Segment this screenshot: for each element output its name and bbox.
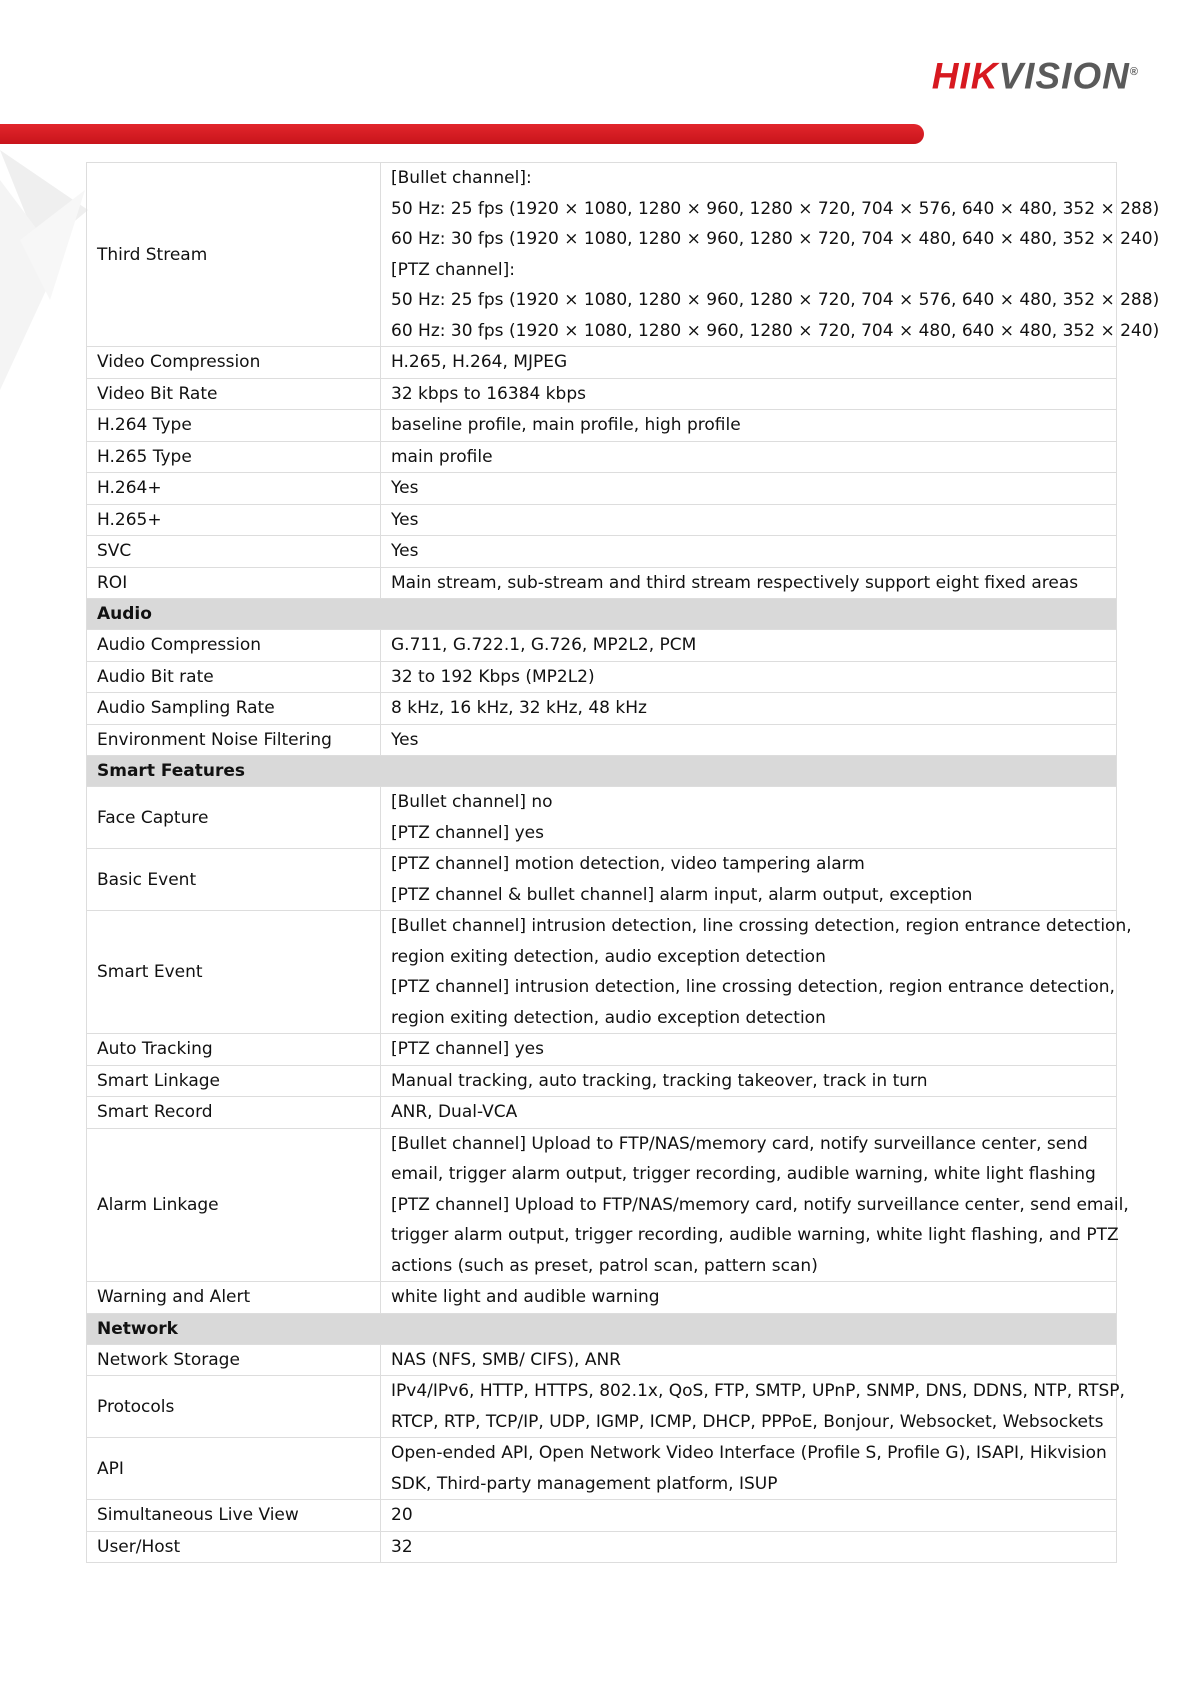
spec-value [381,473,1117,505]
hikvision-logo: HIKVISION® [931,55,1139,97]
spec-value [381,1034,1117,1066]
spec-value [381,1128,1129,1282]
spec-row [87,347,1117,379]
spec-value-line: Main stream, sub-stream and third stream respectively support eight fixed areas [391,572,1079,593]
spec-label: Smart Event [87,911,381,1034]
spec-value-line: NAS (NFS, SMB/ CIFS), ANR [391,1349,621,1370]
spec-value [381,911,1132,1034]
spec-row [87,378,1117,410]
spec-row [87,1097,1117,1129]
spec-value [381,1282,1117,1314]
spec-value-line: ANR, Dual-VCA [391,1102,518,1122]
spec-value-line: 50 Hz: 25 fps (1920 × 1080, 1280 × 960, 1280 × 720, 704 × 576, 640 × 480, 352 × 288) [391,198,1160,219]
spec-value-line: [PTZ channel & bullet channel] alarm input, alarm output, exception [391,884,973,905]
spec-value [381,504,1117,536]
spec-value [381,787,1117,849]
spec-value-line: 60 Hz: 30 fps (1920 × 1080, 1280 × 960, 1280 × 720, 704 × 480, 640 × 480, 352 × 240) [391,320,1160,341]
section-title: Network [87,1313,1117,1344]
header-red-bar [0,124,924,144]
spec-value [381,630,1117,662]
spec-label: Protocols [87,1376,381,1438]
spec-value-line: 50 Hz: 25 fps (1920 × 1080, 1280 × 960, 1280 × 720, 704 × 576, 640 × 480, 352 × 288) [391,290,1160,310]
section-header [87,599,1117,630]
spec-row [87,567,1117,599]
spec-row [87,1065,1117,1097]
spec-value [381,567,1117,599]
spec-value-line: email, trigger alarm output, trigger recording, audible warning, white light flashing [391,1164,1096,1184]
spec-value-line: [PTZ channel] yes [391,1039,544,1059]
spec-value [381,1438,1117,1500]
spec-label: ROI [87,567,381,599]
spec-value-line: [PTZ channel]: [391,259,515,280]
spec-value [381,661,1117,693]
spec-value-line: 32 to 192 Kbps (MP2L2) [391,666,595,687]
spec-row [87,911,1117,1034]
spec-label: H.264 Type [87,410,381,442]
spec-value-line: [Bullet channel] intrusion detection, line crossing detection, region entrance detection, [391,916,1132,936]
spec-label: Audio Bit rate [87,661,381,693]
spec-value-line: Yes [391,478,419,498]
spec-value [381,1097,1117,1129]
spec-value [381,347,1117,379]
spec-row [87,693,1117,725]
spec-label: Video Bit Rate [87,378,381,410]
spec-row [87,1282,1117,1314]
spec-row [87,661,1117,693]
spec-row [87,787,1117,849]
spec-value-line: [Bullet channel] no [391,792,553,812]
spec-value-line: 20 [391,1505,413,1525]
spec-value [381,441,1117,473]
spec-label: Smart Record [87,1097,381,1129]
spec-label: Audio Compression [87,630,381,662]
spec-label: Basic Event [87,849,381,911]
spec-value-line: white light and audible warning [391,1287,660,1307]
spec-label: H.264+ [87,473,381,505]
spec-row [87,630,1117,662]
spec-value [381,163,1160,347]
spec-row [87,1034,1117,1066]
spec-label: Simultaneous Live View [87,1500,381,1532]
spec-label: Audio Sampling Rate [87,693,381,725]
spec-row [87,1438,1117,1500]
section-title: Smart Features [87,756,1117,787]
spec-label: Alarm Linkage [87,1128,381,1282]
spec-label: Environment Noise Filtering [87,724,381,756]
spec-value [381,1531,1117,1563]
spec-row [87,1344,1117,1376]
spec-value [381,724,1117,756]
spec-value-line: H.265, H.264, MJPEG [391,352,568,372]
spec-value-line: 32 [391,1536,413,1557]
spec-label: SVC [87,536,381,568]
spec-row [87,473,1117,505]
spec-label: Face Capture [87,787,381,849]
section-header [87,1313,1117,1344]
spec-label: H.265+ [87,504,381,536]
spec-label: H.265 Type [87,441,381,473]
section-header [87,756,1117,787]
spec-row [87,1531,1117,1563]
spec-value-line: [PTZ channel] motion detection, video tampering alarm [391,854,865,874]
spec-value-line: main profile [391,446,493,467]
spec-label: Network Storage [87,1344,381,1376]
spec-value-line: trigger alarm output, trigger recording, audible warning, white light flashing, and PTZ [391,1225,1119,1245]
spec-value-line: [Bullet channel] Upload to FTP/NAS/memory card, notify surveillance center, send [391,1133,1088,1154]
spec-value-line: [Bullet channel]: [391,168,532,188]
spec-value-line: Manual tracking, auto tracking, tracking takeover, track in turn [391,1070,928,1091]
spec-value-line: G.711, G.722.1, G.726, MP2L2, PCM [391,635,697,655]
spec-value [381,1500,1117,1532]
spec-value [381,378,1117,410]
spec-value-line: region exiting detection, audio exception detection [391,1007,826,1028]
spec-value-line: baseline profile, main profile, high profile [391,415,741,435]
spec-row [87,536,1117,568]
spec-row [87,849,1117,911]
spec-row [87,1376,1117,1438]
spec-label: Auto Tracking [87,1034,381,1066]
spec-value [381,410,1117,442]
spec-value [381,849,1117,911]
section-title: Audio [87,599,1117,630]
spec-row [87,504,1117,536]
spec-label: API [87,1438,381,1500]
spec-value [381,1344,1117,1376]
spec-row [87,410,1117,442]
spec-value [381,536,1117,568]
spec-row [87,724,1117,756]
spec-value-line: actions (such as preset, patrol scan, pattern scan) [391,1255,818,1276]
spec-label: User/Host [87,1531,381,1563]
spec-table [86,162,1160,1563]
spec-value-line: 8 kHz, 16 kHz, 32 kHz, 48 kHz [391,698,647,718]
spec-value-line: IPv4/IPv6, HTTP, HTTPS, 802.1x, QoS, FTP, SMTP, UPnP, SNMP, DNS, DDNS, NTP, RTSP, [391,1381,1125,1401]
spec-label: Warning and Alert [87,1282,381,1314]
spec-value-line: [PTZ channel] yes [391,822,544,843]
spec-row [87,441,1117,473]
spec-value-line: SDK, Third-party management platform, ISUP [391,1473,778,1494]
spec-value-line: 32 kbps to 16384 kbps [391,383,586,404]
spec-value-line: Yes [391,729,419,750]
spec-value-line: Yes [391,509,419,530]
spec-value-line: region exiting detection, audio exception detection [391,946,826,967]
spec-value-line: 60 Hz: 30 fps (1920 × 1080, 1280 × 960, 1280 × 720, 704 × 480, 640 × 480, 352 × 240) [391,229,1160,249]
spec-row [87,1500,1117,1532]
spec-row [87,163,1117,347]
spec-value-line: RTCP, RTP, TCP/IP, UDP, IGMP, ICMP, DHCP, PPPoE, Bonjour, Websocket, Websockets [391,1411,1104,1432]
spec-value [381,1065,1117,1097]
decorative-watermark [0,150,90,390]
spec-row [87,1128,1117,1282]
spec-label: Third Stream [87,163,381,347]
spec-value [381,1376,1125,1438]
spec-value-line: Yes [391,541,419,561]
spec-label: Smart Linkage [87,1065,381,1097]
spec-value-line: [PTZ channel] Upload to FTP/NAS/memory card, notify surveillance center, send email, [391,1194,1129,1215]
spec-value-line: [PTZ channel] intrusion detection, line crossing detection, region entrance detection, [391,977,1115,997]
spec-label: Video Compression [87,347,381,379]
spec-value [381,693,1117,725]
spec-value-line: Open-ended API, Open Network Video Interface (Profile S, Profile G), ISAPI, Hikvision [391,1443,1107,1463]
